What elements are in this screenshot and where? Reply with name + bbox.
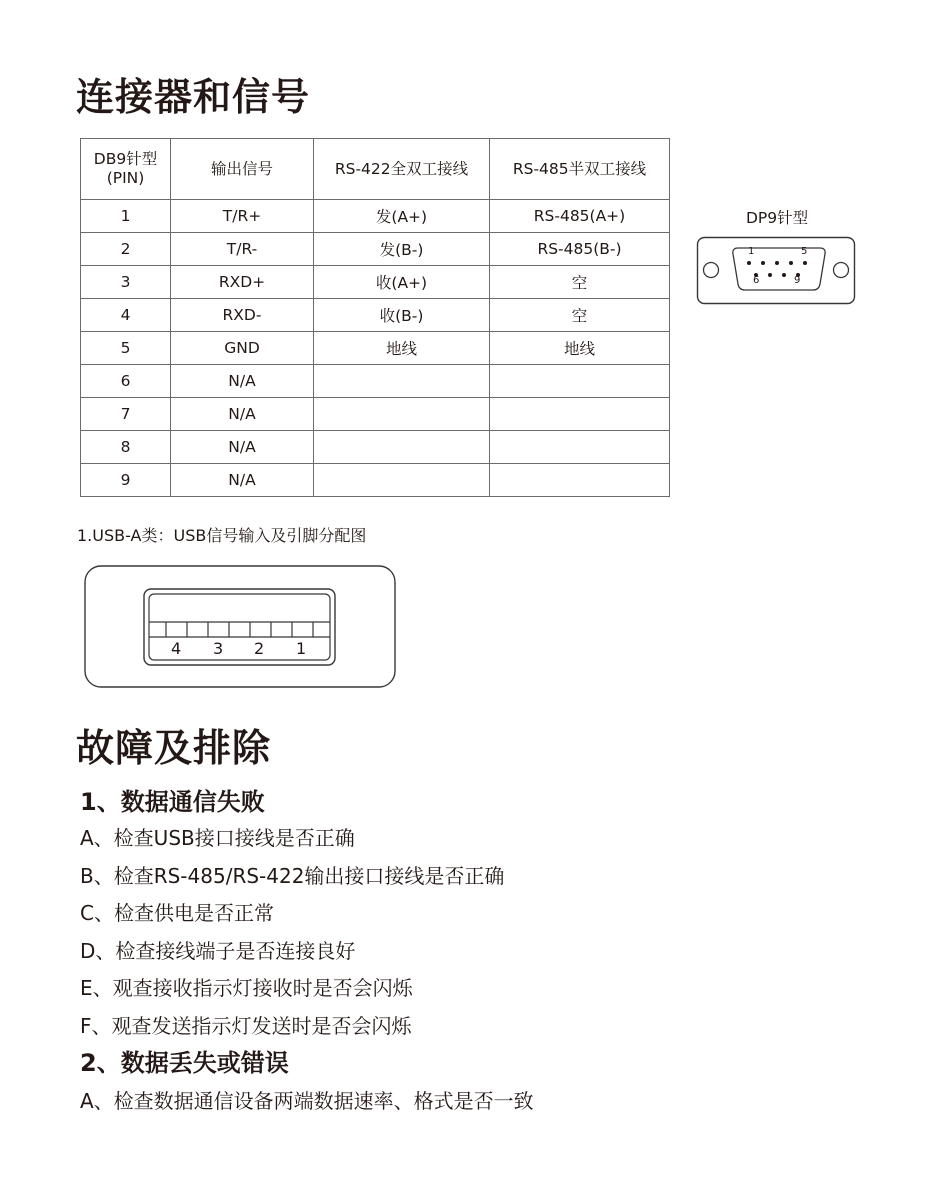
cell-pin: 8: [81, 431, 171, 464]
cell-pin: 1: [81, 200, 171, 233]
cell-pin: 4: [81, 299, 171, 332]
pin-label-9: 9: [794, 275, 801, 286]
cell-rs485: 地线: [490, 332, 670, 365]
cell-rs422: 发(A+): [314, 200, 490, 233]
cell-signal: N/A: [171, 365, 314, 398]
cell-rs422: 收(A+): [314, 266, 490, 299]
cell-signal: N/A: [171, 431, 314, 464]
cell-rs485: [490, 398, 670, 431]
group-heading-communication-failure: 1、数据通信失败: [80, 788, 265, 816]
header-db9-line2: (PIN): [106, 169, 145, 187]
cell-rs485: 空: [490, 299, 670, 332]
cell-rs485: [490, 464, 670, 497]
pin-label-1: 1: [748, 246, 755, 257]
table-row: [81, 266, 670, 299]
section-title-troubleshooting: 故障及排除: [76, 726, 272, 770]
cell-pin: 2: [81, 233, 171, 266]
usb-pin-label-3: 3: [213, 639, 224, 658]
cell-pin: 5: [81, 332, 171, 365]
header-rs485: RS-485半双工接线: [490, 139, 670, 200]
cell-signal: T/R+: [171, 200, 314, 233]
cell-rs485: RS-485(B-): [490, 233, 670, 266]
cell-signal: RXD-: [171, 299, 314, 332]
table-row: [81, 332, 670, 365]
cell-rs422: 地线: [314, 332, 490, 365]
section-title-connectors: 连接器和信号: [76, 75, 311, 119]
cell-rs422: [314, 431, 490, 464]
header-output-signal: 输出信号: [171, 139, 314, 200]
cell-rs422: 收(B-): [314, 299, 490, 332]
cell-signal: GND: [171, 332, 314, 365]
troubleshoot-item: C、检查供电是否正常: [80, 901, 274, 925]
cell-rs485: [490, 365, 670, 398]
cell-rs485: 空: [490, 266, 670, 299]
usb-a-connector-diagram: [84, 565, 397, 689]
troubleshoot-item: E、观查接收指示灯接收时是否会闪烁: [80, 976, 413, 1000]
cell-rs422: [314, 365, 490, 398]
cell-rs422: [314, 398, 490, 431]
usb-pin-label-4: 4: [171, 639, 182, 658]
table-row: [81, 464, 670, 497]
dp9-label: DP9针型: [746, 209, 809, 227]
pin-table: [80, 138, 670, 497]
troubleshoot-item: F、观查发送指示灯发送时是否会闪烁: [80, 1014, 412, 1038]
usb-pin-label-2: 2: [254, 639, 265, 658]
group-heading-data-loss: 2、数据丢失或错误: [80, 1049, 289, 1077]
header-db9-line1: DB9针型: [93, 150, 158, 168]
table-row: [81, 365, 670, 398]
cell-signal: T/R-: [171, 233, 314, 266]
db9-connector-diagram: [696, 236, 858, 306]
cell-pin: 6: [81, 365, 171, 398]
usb-caption: 1.USB-A类：USB信号输入及引脚分配图: [77, 526, 367, 545]
table-row: [81, 200, 670, 233]
troubleshoot-item: A、检查数据通信设备两端数据速率、格式是否一致: [80, 1089, 534, 1113]
troubleshoot-item: A、检查USB接口接线是否正确: [80, 826, 355, 850]
cell-pin: 3: [81, 266, 171, 299]
header-rs422: RS-422全双工接线: [314, 139, 490, 200]
table-row: [81, 398, 670, 431]
cell-rs422: [314, 464, 490, 497]
cell-rs485: [490, 431, 670, 464]
cell-pin: 9: [81, 464, 171, 497]
header-db9-pin: [81, 139, 171, 200]
cell-rs422: 发(B-): [314, 233, 490, 266]
troubleshoot-item: B、检查RS-485/RS-422输出接口接线是否正确: [80, 864, 505, 888]
troubleshoot-item: D、检查接线端子是否连接良好: [80, 939, 356, 963]
cell-signal: N/A: [171, 464, 314, 497]
table-row: [81, 431, 670, 464]
cell-signal: RXD+: [171, 266, 314, 299]
pin-label-5: 5: [801, 246, 808, 257]
cell-signal: N/A: [171, 398, 314, 431]
table-header-row: [81, 139, 670, 200]
table-row: [81, 299, 670, 332]
table-row: [81, 233, 670, 266]
pin-label-6: 6: [753, 275, 760, 286]
usb-pin-label-1: 1: [296, 639, 307, 658]
cell-pin: 7: [81, 398, 171, 431]
cell-rs485: RS-485(A+): [490, 200, 670, 233]
